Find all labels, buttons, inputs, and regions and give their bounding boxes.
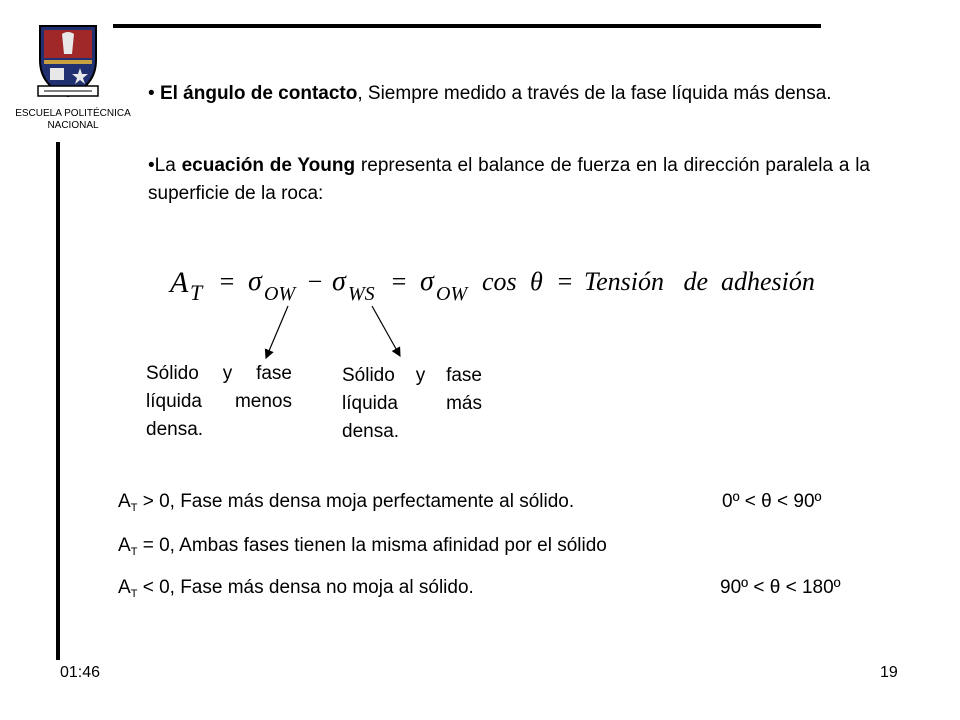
formula-eq2: = [390, 267, 408, 296]
condition-negative [118, 576, 474, 606]
condition-positive [118, 490, 574, 520]
condition-sub: T [130, 546, 138, 558]
term-young-equation: ecuación de Young [181, 155, 356, 176]
range-positive: 0º < θ < 90º [722, 491, 822, 512]
paragraph-text: , Siempre medido a través de la fase líquida más densa. [357, 83, 832, 104]
condition-zero [118, 534, 607, 564]
paragraph-contact-angle [148, 80, 870, 108]
left-rule [56, 142, 60, 660]
condition-A: A [118, 491, 131, 512]
school-name-line1: ESCUELA POLITÉCNICA [15, 108, 131, 119]
arrow-left [266, 306, 288, 358]
formula-theta: θ [530, 267, 543, 296]
formula-rhs: Tensión de adhesión [584, 267, 815, 296]
label-less-dense: Sólido y fase líquida menos densa. [146, 363, 292, 440]
formula-sub-ow1: OW [264, 283, 296, 305]
formula-cos: cos [482, 267, 517, 296]
label-more-dense: Sólido y fase líquida más densa. [342, 365, 482, 442]
condition-sub: T [130, 588, 138, 600]
formula-eq1: = [218, 267, 236, 296]
formula-sigma2: σ [332, 266, 346, 297]
formula-A: A [170, 266, 189, 299]
school-name-line2: NACIONAL [47, 120, 99, 131]
condition-A: A [118, 535, 131, 556]
paragraph-young-equation [148, 152, 870, 208]
school-name [8, 108, 138, 132]
condition-text: = 0, Ambas fases tienen la misma afinidad por el sólido [137, 535, 607, 556]
arrow-right [372, 306, 400, 356]
formula-sub-ow2: OW [436, 283, 468, 305]
bullet: • [148, 83, 155, 104]
range-negative: 90º < θ < 180º [720, 577, 841, 598]
condition-A: A [118, 577, 131, 598]
school-crest-icon [36, 20, 100, 100]
formula-sigma1: σ [248, 266, 262, 297]
page-number: 19 [880, 664, 898, 681]
condition-text: > 0, Fase más densa moja perfectamente al sólido. [137, 491, 575, 512]
top-rule [113, 24, 821, 28]
footer-time: 01:46 [60, 664, 101, 681]
bullet-lead: •La [148, 155, 176, 176]
formula-sub-ws: WS [348, 283, 375, 305]
formula-sigma3: σ [420, 266, 434, 297]
formula-eq3: = [556, 267, 574, 296]
formula-minus: − [306, 267, 324, 296]
formula-sub-T: T [190, 280, 203, 305]
term-contact-angle: El ángulo de contacto [159, 83, 358, 104]
condition-sub: T [130, 502, 138, 514]
condition-text: < 0, Fase más densa no moja al sólido. [137, 577, 474, 598]
paragraph-text: representa el balance de fuerza en la dirección paralela a la superficie de la roca: [148, 155, 871, 204]
